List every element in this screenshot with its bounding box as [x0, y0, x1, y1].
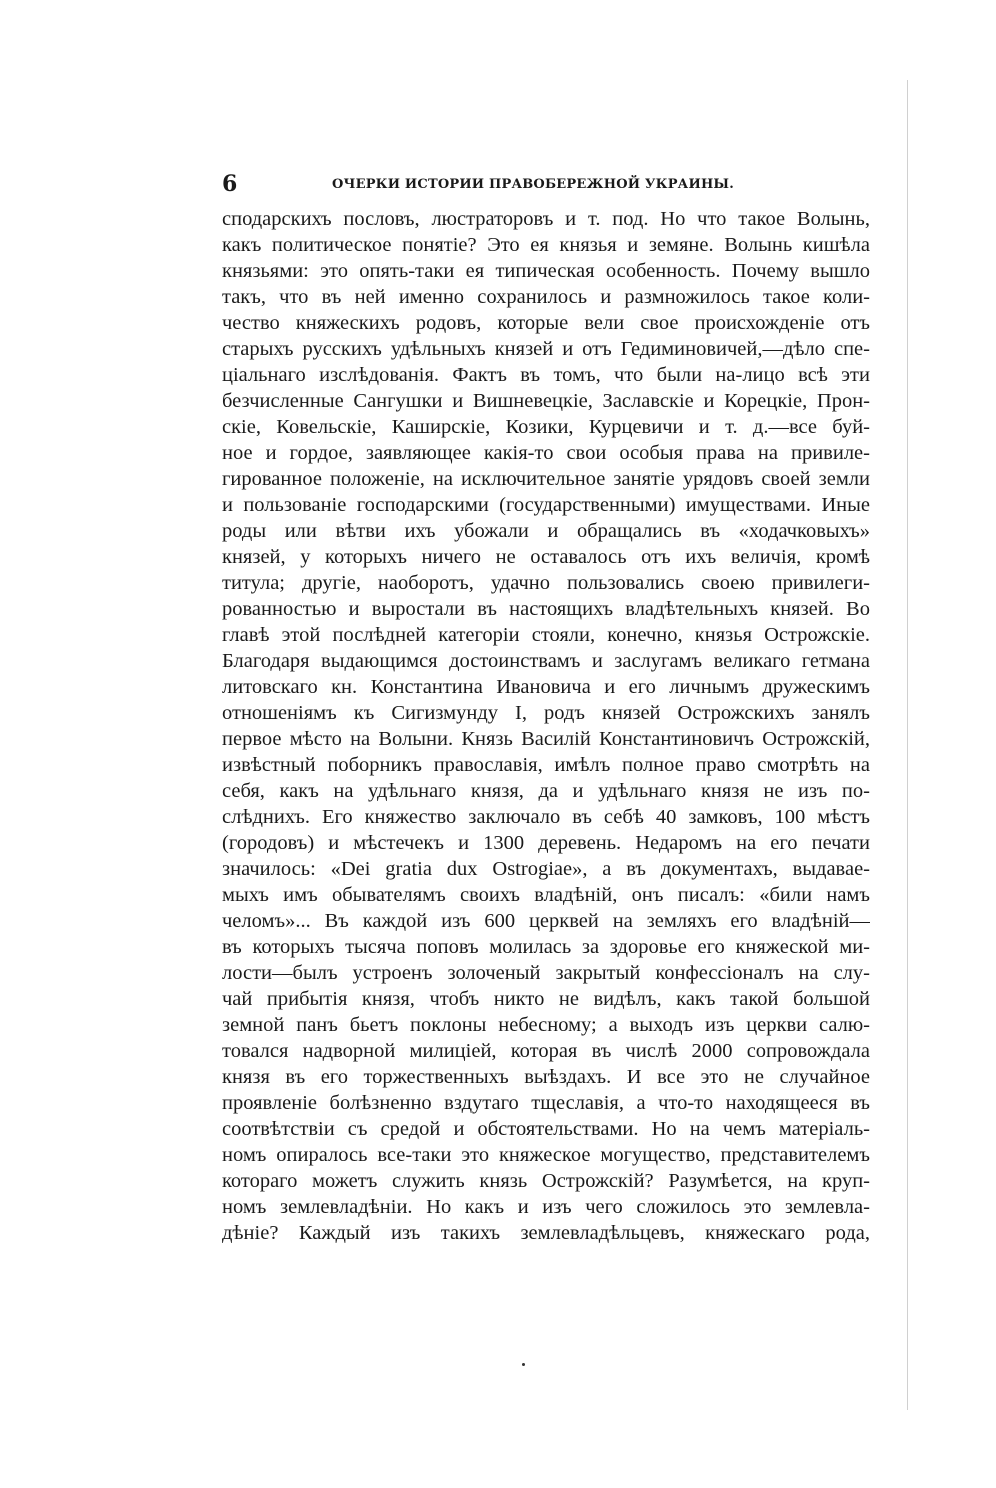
ink-speck: [522, 1363, 525, 1366]
text-line: слѣднихъ. Его княжество заключало въ себѣ 40 замковъ, 100 мѣстъ: [222, 806, 870, 828]
text-line: и пользованіе господарскими (государственными) имуществами. Иные: [222, 494, 870, 516]
text-line: номъ землевладѣніи. Но какъ и изъ чего сложилось это землевла-: [222, 1196, 870, 1218]
page-number: 6: [222, 171, 238, 197]
text-line: безчисленные Сангушки и Вишневецкіе, Заславскіе и Корецкіе, Прон-: [222, 390, 870, 412]
text-line: въ которыхъ тысяча поповъ молилась за здоровье его княжеской ми-: [222, 936, 870, 958]
text-line: ное и гордое, заявляющее какія-то свои особыя права на привиле-: [222, 442, 870, 464]
text-line: мыхъ имъ обывателямъ своихъ владѣній, онъ писалъ: «били намъ: [222, 884, 870, 906]
body-text: [222, 206, 870, 1246]
text-line: соотвѣтствіи съ средой и обстоятельствами. Но на чемъ матеріаль-: [222, 1118, 870, 1140]
text-line: князя въ его торжественныхъ выѣздахъ. И все это не случайное: [222, 1066, 870, 1088]
text-line: земной панъ бьетъ поклоны небесному; а выходъ изъ церкви салю-: [222, 1014, 870, 1036]
text-line: гированное положеніе, на исключительное занятіе урядовъ своей земли: [222, 468, 870, 490]
text-line: Благодаря выдающимся достоинствамъ и заслугамъ великаго гетмана: [222, 650, 870, 672]
text-line: номъ опиралось все-таки это княжеское могущество, представителемъ: [222, 1144, 870, 1166]
text-line: чество княжескихъ родовъ, которые вели свое происхожденіе отъ: [222, 312, 870, 334]
text-line: себя, какъ на удѣльнаго князя, да и удѣльнаго князя не изъ по-: [222, 780, 870, 802]
text-line: челомъ»... Въ каждой изъ 600 церквей на земляхъ его владѣній—: [222, 910, 870, 932]
text-line: князьями: это опять-таки ея типическая особенность. Почему вышло: [222, 260, 870, 282]
text-line: князей, у которыхъ ничего не оставалось отъ ихъ величія, кромѣ: [222, 546, 870, 568]
text-line: отношеніямъ къ Сигизмунду I, родъ князей Острожскихъ занялъ: [222, 702, 870, 724]
text-line: котораго можетъ служить князь Острожскій? Разумѣется, на круп-: [222, 1170, 870, 1192]
text-line: товался надворной милиціей, которая въ числѣ 2000 сопровождала: [222, 1040, 870, 1062]
text-line: рованностью и выростали въ настоящихъ владѣтельныхъ князей. Во: [222, 598, 870, 620]
text-line: проявленіе болѣзненно вздутаго тщеславія, а что-то находящееся въ: [222, 1092, 870, 1114]
running-title: ОЧЕРКИ ИСТОРИИ ПРАВОБЕРЕЖНОЙ УКРАИНЫ.: [332, 177, 734, 192]
text-line: (городовъ) и мѣстечекъ и 1300 деревень. Недаромъ на его печати: [222, 832, 870, 854]
text-line: значилось: «Dei gratia dux Ostrogiae», а въ документахъ, выдавае-: [222, 858, 870, 880]
text-line: ціальнаго изслѣдованія. Фактъ въ томъ, что были на-лицо всѣ эти: [222, 364, 870, 386]
text-line: такъ, что въ ней именно сохранилось и размножилось такое коли-: [222, 286, 870, 308]
text-line: извѣстный поборникъ православія, имѣлъ полное право смотрѣть на: [222, 754, 870, 776]
text-line: сподарскихъ пословъ, люстраторовъ и т. под. Но что такое Волынь,: [222, 208, 870, 230]
text-line: роды или вѣтви ихъ убожали и обращались въ «ходачковыхъ»: [222, 520, 870, 542]
text-line: главѣ этой послѣдней категоріи стояли, конечно, князья Острожскіе.: [222, 624, 870, 646]
text-line: какъ политическое понятіе? Это ея князья и земяне. Волынь кишѣла: [222, 234, 870, 256]
page-header: [222, 170, 870, 200]
text-line: старыхъ русскихъ удѣльныхъ князей и отъ Гедиминовичей,—дѣло спе-: [222, 338, 870, 360]
text-line: скіе, Ковельскіе, Каширскіе, Козики, Курцевичи и т. д.—все буй-: [222, 416, 870, 438]
text-line: дѣніе? Каждый изъ такихъ землевладѣльцевъ, княжескаго рода,: [222, 1222, 870, 1244]
page-edge-line: [907, 80, 908, 1410]
text-line: лости—былъ устроенъ золоченый закрытый конфессіоналъ на слу-: [222, 962, 870, 984]
text-line: литовскаго кн. Константина Ивановича и его личнымъ дружескимъ: [222, 676, 870, 698]
text-line: первое мѣсто на Волыни. Князь Василій Константиновичъ Острожскій,: [222, 728, 870, 750]
text-line: чай прибытія князя, чтобъ никто не видѣлъ, какъ такой большой: [222, 988, 870, 1010]
text-line: титула; другіе, наоборотъ, удачно пользовались своею привилеги-: [222, 572, 870, 594]
